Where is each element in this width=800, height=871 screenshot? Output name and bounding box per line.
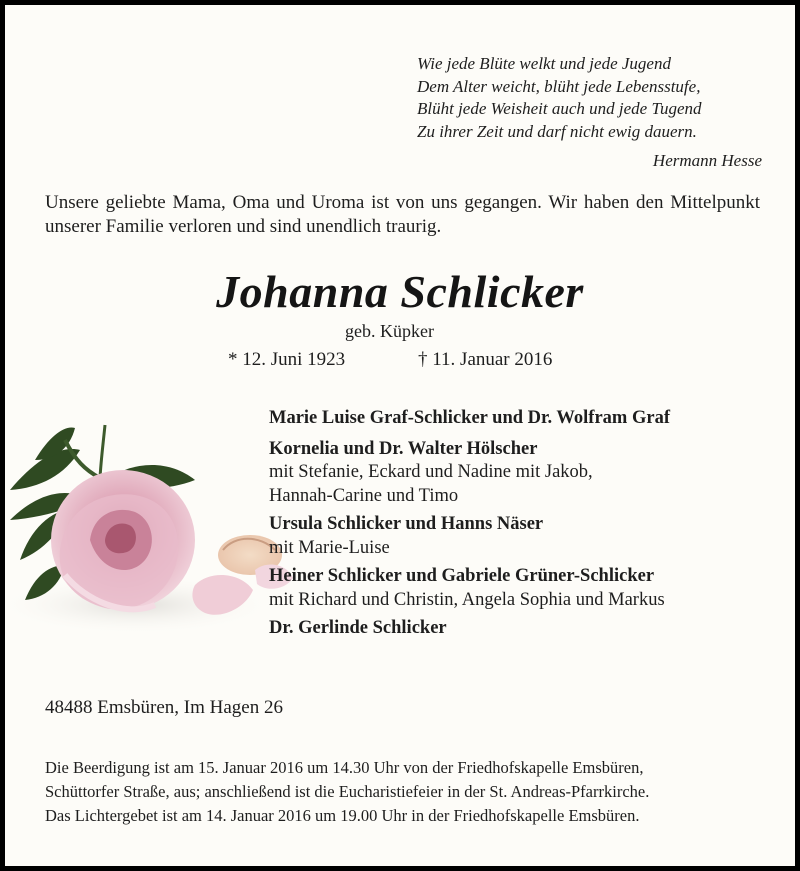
poem-line: Dem Alter weicht, blüht jede Lebensstufe, [417, 76, 701, 96]
family-list [269, 407, 769, 646]
family-name: Kornelia und Dr. Walter Hölscher [269, 438, 538, 459]
death-date: † 11. Januar 2016 [418, 349, 553, 370]
family-entry [269, 565, 769, 612]
family-name: Marie Luise Graf-Schlicker und Dr. Wolfram Graf [269, 408, 670, 428]
funeral-line: Das Lichtergebet ist am 14. Januar 2016 um 19.00 Uhr in der Friedhofskapelle Emsbüren. [45, 806, 640, 825]
address: 48488 Emsbüren, Im Hagen 26 [45, 697, 283, 718]
family-detail: mit Stefanie, Eckard und Nadine mit Jakob, [269, 462, 593, 482]
family-detail: Hannah-Carine und Timo [269, 485, 459, 506]
birth-date: * 12. Juni 1923 [228, 349, 346, 370]
family-name: Dr. Gerlinde Schlicker [269, 618, 447, 638]
funeral-line: Schüttorfer Straße, aus; anschließend ist die Eucharistiefeier in der St. Andreas-Pfarrkirche. [45, 782, 650, 801]
birth-name: geb. Küpker [345, 321, 434, 341]
family-detail: mit Marie-Luise [269, 537, 390, 558]
family-detail: mit Richard und Christin, Angela Sophia und Markus [269, 589, 665, 610]
intro-text: Unsere geliebte Mama, Oma und Uroma ist von uns gegangen. Wir haben den Mittelpunkt unserer Familie verloren und sind unendlich traurig. [45, 192, 760, 237]
family-entry [269, 513, 769, 560]
family-entry [269, 438, 769, 509]
poem-line: Zu ihrer Zeit und darf nicht ewig dauern. [417, 121, 697, 141]
deceased-name: Johanna Schlicker [216, 266, 584, 317]
family-name: Ursula Schlicker und Hanns Näser [269, 514, 544, 534]
obituary-notice [5, 5, 795, 866]
family-name: Heiner Schlicker und Gabriele Grüner-Schlicker [269, 566, 655, 586]
funeral-line: Die Beerdigung ist am 15. Januar 2016 um 14.30 Uhr von der Friedhofskapelle Emsbüren, [45, 758, 644, 777]
rose-flower [51, 470, 195, 610]
funeral-info [45, 756, 765, 828]
poem-line: Wie jede Blüte welkt und jede Jugend [417, 54, 671, 73]
poem [417, 53, 762, 173]
family-entry [269, 407, 769, 431]
family-entry [269, 617, 769, 641]
poem-line: Blüht jede Weisheit auch und jede Tugend [417, 99, 702, 118]
rose-illustration [5, 400, 305, 660]
poem-author: Hermann Hesse [652, 151, 762, 170]
